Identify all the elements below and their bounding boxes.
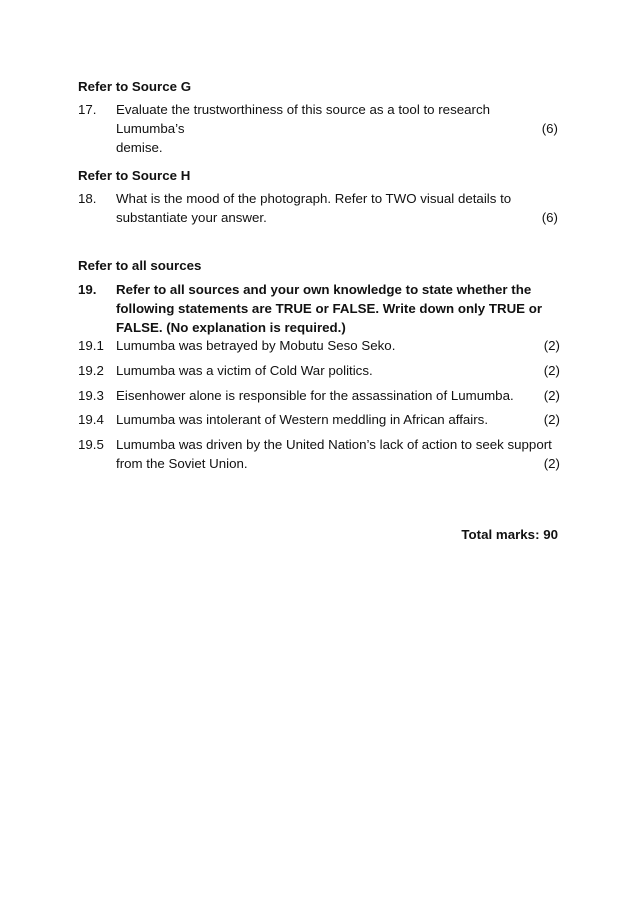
question-line: What is the mood of the photograph. Refer to TWO visual details to (116, 191, 512, 206)
question-number: 19.1 (78, 338, 104, 353)
question-19-2 (78, 361, 560, 381)
section-heading-all-sources: Refer to all sources (78, 258, 202, 273)
question-marks: (2) (543, 388, 560, 403)
question-text (116, 361, 540, 380)
question-19-1 (78, 336, 560, 356)
question-19-3 (78, 386, 560, 406)
section-heading-source-h: Refer to Source H (78, 168, 191, 183)
question-text (116, 410, 540, 429)
question-line: Lumumba was driven by the United Nation’s lack of action to seek support (116, 437, 552, 452)
question-marks: (6) (541, 121, 558, 136)
question-marks: (2) (543, 338, 560, 353)
question-line: substantiate your answer. (116, 210, 267, 225)
question-line: FALSE. (No explanation is required.) (116, 320, 346, 335)
question-text (116, 336, 540, 355)
question-number: 19.5 (78, 437, 104, 452)
question-number: 19.3 (78, 388, 104, 403)
question-line: Lumumba was intolerant of Western meddling in African affairs. (116, 412, 489, 427)
question-number: 17. (78, 102, 97, 117)
question-number: 18. (78, 191, 97, 206)
question-marks: (2) (543, 412, 560, 427)
question-19-5 (78, 435, 560, 475)
question-number: 19. (78, 282, 97, 297)
question-18 (78, 189, 560, 229)
question-number: 19.4 (78, 412, 104, 427)
question-text (116, 435, 556, 473)
question-line: demise. (116, 140, 163, 155)
question-line: following statements are TRUE or FALSE. Write down only TRUE or (116, 301, 543, 316)
question-19 (78, 280, 560, 338)
question-marks: (2) (543, 456, 560, 471)
question-line: from the Soviet Union. (116, 456, 248, 471)
question-text (116, 386, 540, 405)
question-line: Lumumba was a victim of Cold War politics. (116, 363, 373, 378)
total-marks: Total marks: 90 (461, 527, 558, 542)
question-19-4 (78, 410, 560, 430)
question-marks: (2) (543, 363, 560, 378)
question-line: Lumumba was betrayed by Mobutu Seso Seko. (116, 338, 396, 353)
question-number: 19.2 (78, 363, 104, 378)
question-marks: (6) (541, 210, 558, 225)
question-text (116, 280, 556, 337)
question-line: Evaluate the trustworthiness of this source as a tool to research Lumumba’s (116, 102, 490, 136)
section-heading-source-g: Refer to Source G (78, 79, 192, 94)
question-line: Eisenhower alone is responsible for the assassination of Lumumba. (116, 388, 514, 403)
question-text (116, 189, 540, 227)
question-line: Refer to all sources and your own knowledge to state whether the (116, 282, 532, 297)
question-text (116, 100, 540, 157)
question-17 (78, 100, 560, 155)
